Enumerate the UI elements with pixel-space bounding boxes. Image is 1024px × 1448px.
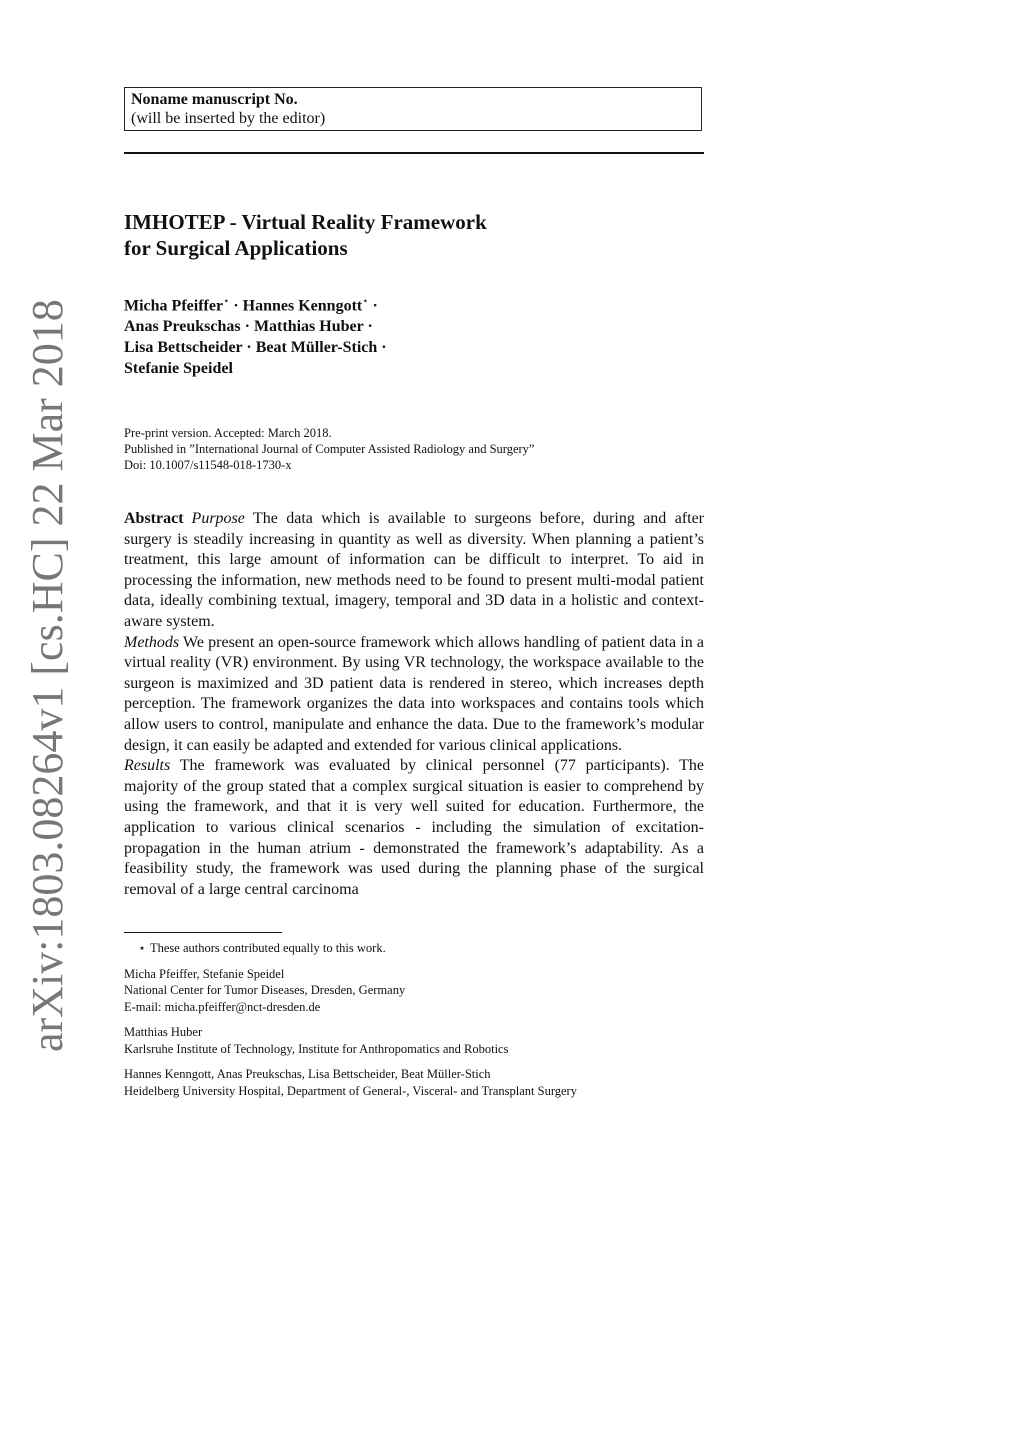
author-line-4: Stefanie Speidel [124,360,233,378]
affiliation-names: Matthias Huber [124,1025,203,1039]
abstract-results [124,756,704,900]
author-line-2: Anas Preukschas · Matthias Huber · [124,318,373,336]
affiliation-names: Micha Pfeiffer, Stefanie Speidel [124,966,285,981]
results-label: Results [124,757,171,775]
preprint-note: Pre-print version. Accepted: March 2018. [124,426,332,440]
methods-text: We present an open-source framework which allows handling of patient data in a virtual reality (VR) environment. By using VR technology, the workspace available to the surgeon is maximized and 3D patient data is rendered in stereo, which increases depth perception. The framework organizes the data into workspaces and contains tools which allow users to control, manipulate and enhance the data. Due to the framework’s modular design, it can easily be adapted and extended for various clinical applications. [124,633,704,754]
abstract-purpose [124,509,704,633]
footnotes [124,940,714,1108]
abstract-label: Abstract [124,510,184,527]
affiliation-1 [124,966,714,1016]
affiliation-institution: Heidelberg University Hospital, Department of General-, Visceral- and Transplant Surgery [124,1083,577,1098]
author-separator: · [368,297,378,315]
paper-title [124,209,684,261]
footnote-rule [124,932,282,933]
footnote-equal-text: These authors contributed equally to this work. [150,941,386,955]
abstract [124,509,704,900]
results-text: The framework was evaluated by clinical personnel (77 participants). The majority of the group stated that a complex surgical situation is easier to comprehend by using the framework, and that it is very well suited for education. Furthermore, the application to various clinical scenarios - including the simulation of excitation-propagation in the human atrium - demonstrated the framework’s adaptability. As a feasibility study, the framework was used during the planning phase of the surgical removal of a large central carcinoma [124,757,704,898]
publication-info [124,425,704,473]
manuscript-number-label: Noname manuscript No. [131,91,298,108]
affiliation-email: E-mail: micha.pfeiffer@nct-dresden.de [124,999,321,1014]
affiliation-names: Hannes Kenngott, Anas Preukschas, Lisa Bettscheider, Beat Müller-Stich [124,1067,491,1081]
paper-title-line-2: for Surgical Applications [124,236,348,260]
purpose-label: Purpose [191,510,245,527]
doi: Doi: 10.1007/s11548-018-1730-x [124,458,292,472]
published-in: Published in ”International Journal of Computer Assisted Radiology and Surgery” [124,442,535,456]
arxiv-stamp [0,0,80,1448]
manuscript-editor-note: (will be inserted by the editor) [131,110,326,127]
author-line-3: Lisa Bettscheider · Beat Müller-Stich · [124,339,387,357]
paper-title-line-1: IMHOTEP - Virtual Reality Framework [124,210,487,234]
equal-contribution-mark: ⋆ [362,296,369,307]
arxiv-stamp-text: arXiv:1803.08264v1 [cs.HC] 22 Mar 2018 [23,299,72,1052]
manuscript-box [124,87,702,131]
purpose-text: The data which is available to surgeons before, during and after surgery is steadily increasing in quantity as well as diversity. When planning a patient’s treatment, this large amount of information can be difficult to interpret. To aid in processing the information, new methods need to be found to present multi-modal patient data, ideally combining textual, imagery, temporal and 3D data in a holistic and context-aware system. [124,510,704,630]
footnote-equal-contribution [124,940,714,957]
author-name: Micha Pfeiffer [124,297,224,315]
header-rule [124,152,704,154]
affiliation-institution: Karlsruhe Institute of Technology, Institute for Anthropomatics and Robotics [124,1041,509,1056]
affiliation-2 [124,1024,714,1057]
affiliation-institution: National Center for Tumor Diseases, Dresden, Germany [124,983,406,997]
methods-label: Methods [124,633,180,651]
author-name: · Hannes Kenngott [229,297,363,315]
footnote-star: ⋆ [138,941,146,955]
author-line-1 [124,291,704,316]
equal-contribution-mark: ⋆ [223,296,230,307]
affiliation-3 [124,1066,714,1099]
abstract-methods [124,633,704,757]
author-list [124,291,704,379]
